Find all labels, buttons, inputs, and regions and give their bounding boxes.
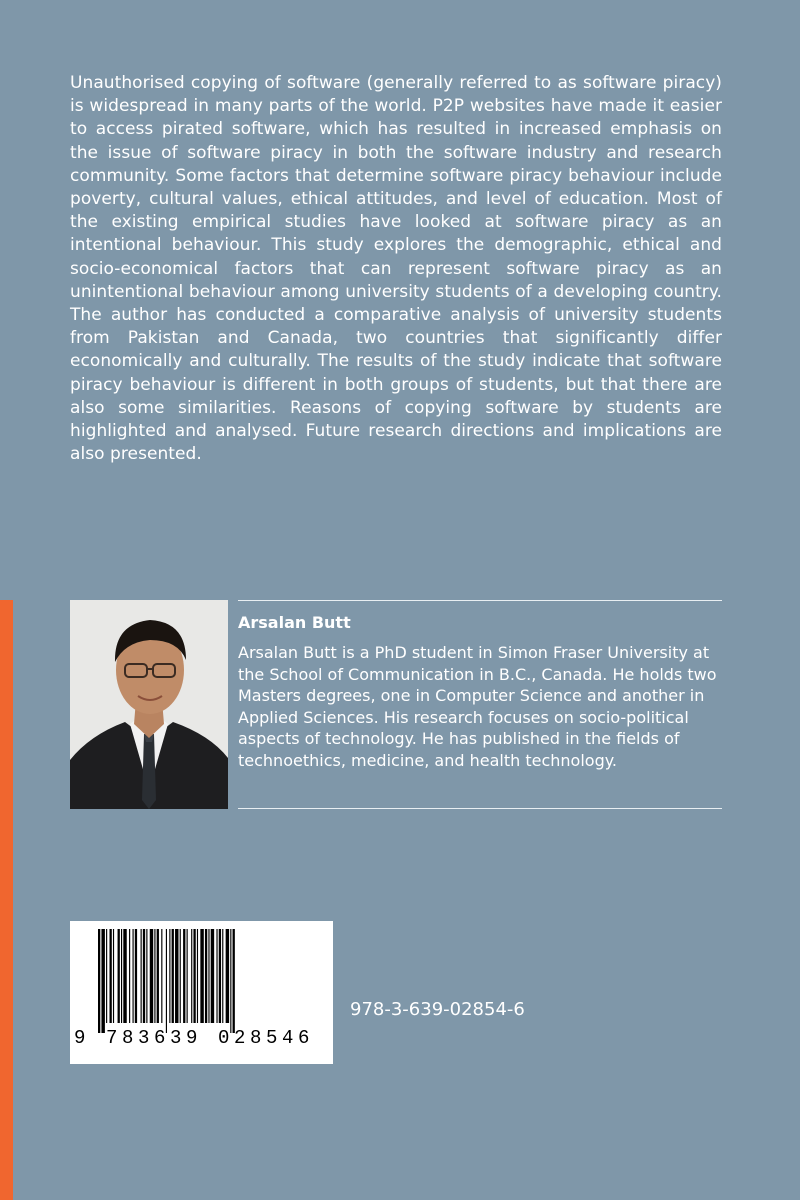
author-section [70, 600, 722, 810]
barcode-bar [98, 929, 100, 1033]
author-photo [70, 600, 228, 809]
barcode-bar [187, 929, 188, 1023]
author-name: Arsalan Butt [238, 613, 351, 632]
barcode-bar [135, 929, 137, 1023]
barcode-bar [183, 929, 185, 1023]
barcode-bar [169, 929, 170, 1023]
barcode-bar [129, 929, 130, 1023]
barcode-bar [205, 929, 207, 1023]
author-bio: Arsalan Butt is a PhD student in Simon Fraser University at the School of Communication in B.C., Canada. He holds two Masters degrees, one in Computer Science and another in Applied Sciences. His research focuses on socio-political aspects of technology. He has published in the fields of technoethics, medicine, and health technology. [238, 643, 717, 770]
barcode-bar [211, 929, 214, 1023]
barcode-bar [166, 929, 167, 1033]
barcode-bar [121, 929, 122, 1023]
barcode-bar [146, 929, 147, 1023]
barcode-bar [200, 929, 203, 1023]
barcode-bar [123, 929, 126, 1023]
barcode-bar [113, 929, 114, 1023]
barcode-bar [230, 929, 231, 1033]
accent-strip [0, 600, 13, 1200]
barcode-bar [110, 929, 112, 1023]
barcode-digits: 9 783639 028546 [74, 1027, 315, 1049]
author-bottom-rule [238, 808, 722, 809]
barcode-bar [233, 929, 235, 1033]
barcode-bar [175, 929, 178, 1023]
barcode-bar [101, 929, 104, 1033]
author-top-rule [238, 600, 722, 601]
barcode-bar [180, 929, 181, 1023]
isbn-number: 978-3-639-02854-6 [350, 999, 525, 1020]
barcode-bar [150, 929, 153, 1023]
barcode-bar [143, 929, 145, 1023]
barcode-bar [197, 929, 198, 1023]
barcode-bar [191, 929, 192, 1023]
barcode-bar [216, 929, 217, 1023]
barcode-bar [133, 929, 134, 1023]
barcode-bar [193, 929, 195, 1023]
barcode-bar [172, 929, 174, 1023]
barcode-bar [226, 929, 229, 1023]
barcode [70, 921, 333, 1064]
barcode-bar [154, 929, 155, 1023]
barcode-bar [141, 929, 142, 1023]
barcode-bar [208, 929, 209, 1023]
barcode-bar [157, 929, 159, 1023]
barcode-bar [161, 929, 162, 1023]
barcode-bar [106, 929, 107, 1023]
barcode-bar [219, 929, 221, 1023]
barcode-bar [118, 929, 120, 1023]
book-abstract: Unauthorised copying of software (generally referred to as software piracy) is widespread in many parts of the world. P2P websites have made it easier to access pirated software, which has resulted in increased emphasis on the issue of software piracy in both the software industry and research community. Some factors that determine software piracy behaviour include poverty, cultural values, ethical attitudes, and level of education. Most of the existing empirical studies have looked at software piracy as an intentional behaviour. This study explores the demographic, ethical and socio-economical factors that can represent software piracy as an unintentional behaviour among university students of a developing country. The author has conducted a comparative analysis of university students from Pakistan and Canada, two countries that significantly differ economically and culturally. The results of the study indicate that software piracy behaviour is different in both groups of students, but that there are also some similarities. Reasons of copying software by students are highlighted and analysed. Future research directions and implications are also presented. [70, 73, 722, 465]
barcode-bar [222, 929, 223, 1023]
